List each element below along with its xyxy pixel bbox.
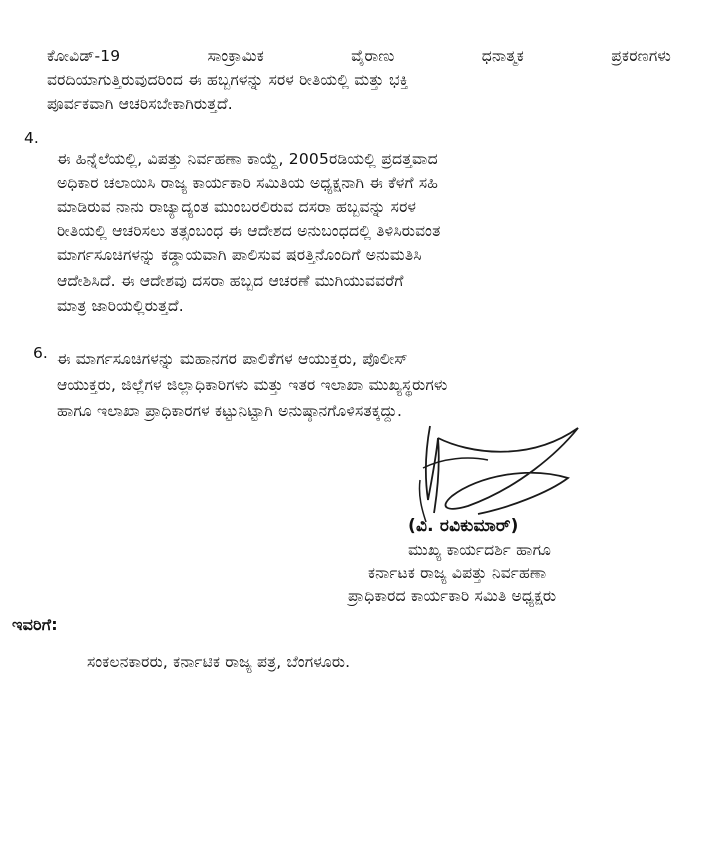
recipient-item: ಸಂಕಲನಕಾರರು, ಕರ್ನಾಟಿಕ ರಾಜ್ಯ ಪತ್ರ, ಬೆಂಗಳೂರು. (87, 653, 351, 671)
para-6-line: ಈ ಮಾರ್ಗಸೂಚಿಗಳನ್ನು ಮಹಾನಗರ ಪಾಲಿಕೆಗಳ ಆಯುಕ್ತರು, ಪೊಲೀಸ್ (57, 350, 408, 368)
word: ಕೋವಿಡ್-19 (47, 47, 121, 65)
para-4-line: ಮಾಡಿರುವ ನಾನು ರಾಜ್ಯಾದ್ಯಂತ ಮುಂಬರಲಿರುವ ದಸರಾ ಹಬ್ಬವನ್ನು ಸರಳ (57, 198, 417, 216)
para-continuation-line-2: ವರದಿಯಾಗುತ್ತಿರುವುದರಿಂದ ಈ ಹಬ್ಬಗಳನ್ನು ಸರಳ ರೀತಿಯಲ್ಲಿ ಮತ್ತು ಭಕ್ತಿ (47, 71, 409, 89)
handwritten-signature (408, 418, 608, 528)
signatory-designation-line: ಮುಖ್ಯ ಕಾರ್ಯದರ್ಶಿ ಹಾಗೂ (408, 541, 552, 559)
word: ಸಾಂಕ್ರಾಮಿಕ (207, 47, 264, 65)
word: ಪ್ರಕರಣಗಳು (611, 47, 671, 65)
signatory-designation-line: ಕರ್ನಾಟಕ ರಾಜ್ಯ ವಿಪತ್ತು ನಿರ್ವಹಣಾ (368, 564, 547, 582)
signatory-name: (ವಿ. ರವಿಕುಮಾರ್) (408, 516, 519, 536)
para-4-last-line: ಮಾತ್ರ ಜಾರಿಯಲ್ಲಿರುತ್ತದೆ. (57, 297, 184, 315)
para-4-line: ರೀತಿಯಲ್ಲಿ ಆಚರಿಸಲು ತತ್ಸಂಬಂಧ ಈ ಆದೇಶದ ಅನುಬಂಧದಲ್ಲಿ ತಿಳಿಸಿರುವಂತ (57, 222, 441, 240)
word: ಧನಾತ್ಮಕ (481, 47, 524, 65)
para-4-line: ಮಾರ್ಗಸೂಚಿಗಳನ್ನು ಕಡ್ಡಾಯವಾಗಿ ಪಾಲಿಸುವ ಷರತ್ತಿನೊಂದಿಗೆ ಅನುಮತಿಸಿ (57, 246, 422, 264)
para-4-line: ಆದೇಶಿಸಿದೆ. ಈ ಆದೇಶವು ದಸರಾ ಹಬ್ಬದ ಆಚರಣೆ ಮುಗಿಯುವವರೆಗೆ (57, 272, 404, 290)
para-6-number: 6. (33, 344, 48, 362)
recipients-heading: ಇವರಿಗೆ: (12, 615, 58, 634)
para-4-line: ಈ ಹಿನ್ನೆಲೆಯಲ್ಲಿ, ವಿಪತ್ತು ನಿರ್ವಹಣಾ ಕಾಯ್ದೆ, 2005ರಡಿಯಲ್ಲಿ ಪ್ರದತ್ತವಾದ (57, 150, 438, 168)
para-continuation-line-3: ಪೂರ್ವಕವಾಗಿ ಆಚರಿಸಬೇಕಾಗಿರುತ್ತದೆ. (47, 95, 233, 113)
para-6-last-line: ಹಾಗೂ ಇಲಾಖಾ ಪ್ರಾಧಿಕಾರಗಳ ಕಟ್ಟುನಿಟ್ಟಾಗಿ ಅನುಷ್ಠಾನಗೊಳಿಸತಕ್ಕದ್ದು. (57, 402, 403, 420)
para-6-line: ಆಯುಕ್ತರು, ಜಿಲ್ಲೆಗಳ ಜಿಲ್ಲಾಧಿಕಾರಿಗಳು ಮತ್ತು ಇತರ ಇಲಾಖಾ ಮುಖ್ಯಸ್ಥರುಗಳು (57, 376, 448, 394)
para-4-number: 4. (24, 129, 39, 147)
word: ವೈರಾಣು (351, 47, 395, 65)
para-4-line: ಅಧಿಕಾರ ಚಲಾಯಿಸಿ ರಾಜ್ಯ ಕಾರ್ಯಕಾರಿ ಸಮಿತಿಯ ಅಧ್ಯಕ್ಷನಾಗಿ ಈ ಕೆಳಗೆ ಸಹಿ (57, 174, 439, 192)
para-continuation-line-1 (47, 46, 671, 66)
signatory-designation-line: ಪ್ರಾಧಿಕಾರದ ಕಾರ್ಯಕಾರಿ ಸಮಿತಿ ಅಧ್ಯಕ್ಷರು (348, 587, 557, 605)
